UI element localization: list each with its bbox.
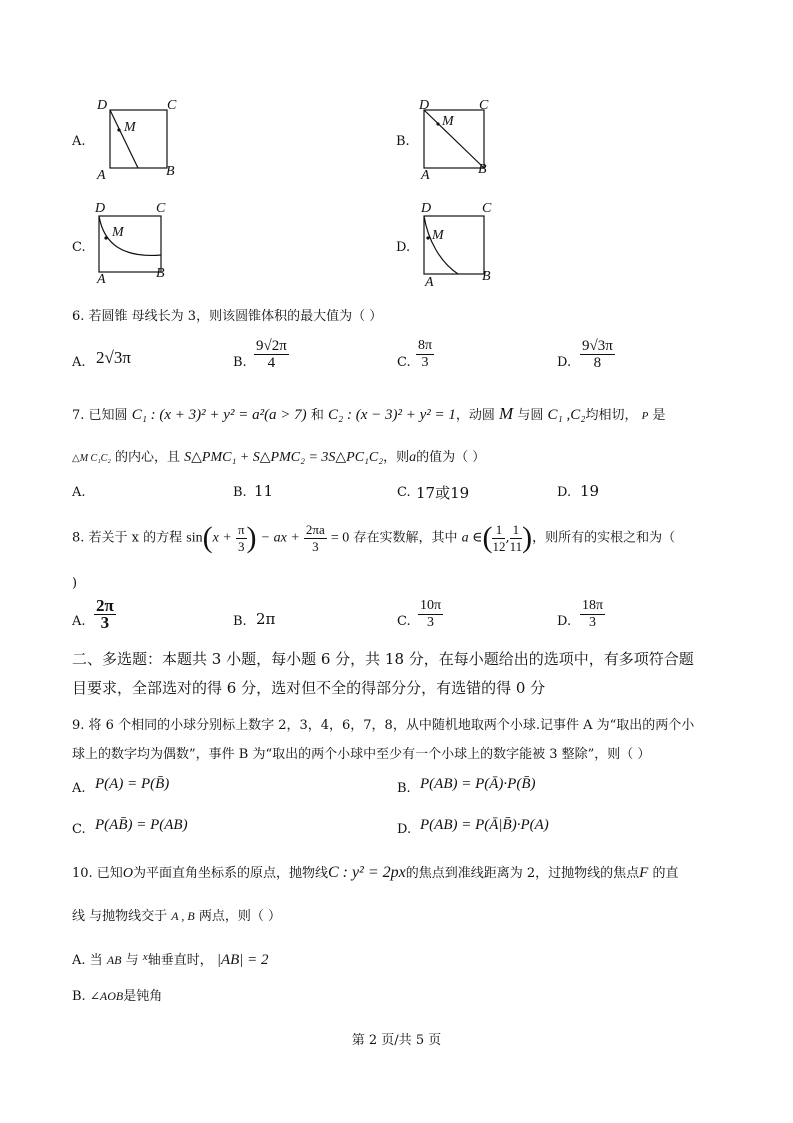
q6-d-denominator: 8 xyxy=(593,355,602,371)
q10-b-text: 是钝角 xyxy=(123,989,163,1004)
q10-a-equation: |AB| = 2 xyxy=(216,952,269,968)
q7-m: M xyxy=(499,404,514,423)
q6-option-d-label: D. xyxy=(557,355,572,370)
q10-parabola: C : y² = 2px xyxy=(327,864,406,881)
q10-text-2: 为平面直角坐标系的原点，抛物线 xyxy=(132,866,328,881)
q9-option-c-label: C. xyxy=(72,822,86,837)
q6-option-b xyxy=(254,338,289,371)
q8-option-d xyxy=(580,598,605,631)
q7-c1c2: C₁ ,C₂ xyxy=(547,407,586,423)
figure-a-square xyxy=(110,110,167,168)
figure-b-label-c: C xyxy=(479,98,489,113)
q9-option-b-label: B. xyxy=(397,781,411,796)
q8-a-denominator: 3 xyxy=(100,613,110,632)
q7-text-7: 的内心，且 xyxy=(114,450,180,465)
q8-x: x + xyxy=(212,530,232,546)
figure-a-path xyxy=(110,110,138,168)
q8-c-denominator: 3 xyxy=(427,615,435,630)
q6-d-numerator: 9√3π xyxy=(582,338,613,354)
q7-circle-c2: C₂ : (x − 3)² + y² = 1 xyxy=(327,407,456,423)
figure-a xyxy=(94,98,184,184)
q6-option-c-label: C. xyxy=(397,355,411,370)
q10-line2 xyxy=(72,905,281,924)
figure-d-label-c: C xyxy=(482,201,492,216)
figure-a-point-m xyxy=(117,128,120,131)
figure-b-path xyxy=(424,110,484,168)
page-footer: 第 2 页/共 5 页 xyxy=(351,1033,442,1048)
figure-d xyxy=(418,200,508,290)
q8-f2d: 11 xyxy=(509,538,523,554)
q10-option-a-label: A. xyxy=(72,953,86,968)
q8-c-numerator: 10π xyxy=(420,598,442,613)
q8-den2: 3 xyxy=(312,538,319,554)
q8-d-numerator: 18π xyxy=(582,598,604,613)
q7-option-b-label: B. xyxy=(233,485,247,500)
q7-text-8: ，则 xyxy=(383,450,410,465)
q9-line2: 球上的数字均为偶数”，事件 B 为“取出的两个小球中至少有一个小球上的数字能被 3 整除”，则（ ） xyxy=(72,747,651,762)
q10-a-text-3: 轴垂直时， xyxy=(147,953,213,968)
figure-d-label-b: B xyxy=(482,269,491,284)
q7-option-b: 11 xyxy=(254,482,274,500)
q6-c-denominator: 3 xyxy=(421,355,429,370)
q8-a-in: a ∈ xyxy=(461,530,483,546)
q10-f: F xyxy=(639,865,649,881)
q8-f1n: 1 xyxy=(492,522,505,539)
q6-option-c xyxy=(416,338,434,371)
q8-line1: 8. 若关于 x 的方程 sin(x + $\frac{\pi}{3}$ ) − ax + $\frac{2\pi a}{3}$ = 0 存在实数解，其中 a ∈( $\frac{1}{12}$ , $\frac{1}{11}$ )，则所有的实根之和为（ xyxy=(72,521,676,554)
q10-line1 xyxy=(72,862,678,882)
q7-text-3: ，动圆 xyxy=(455,408,495,423)
figure-d-label-d: D xyxy=(421,201,432,216)
q7-option-d-label: D. xyxy=(557,485,572,500)
figure-d-path xyxy=(424,216,458,274)
q8-sin: sin xyxy=(186,530,203,546)
q10-text-4: 的直 xyxy=(652,866,679,881)
figure-c-option-label: C. xyxy=(72,240,86,255)
figure-c-label-d: D xyxy=(95,201,106,216)
q7-option-c-label: C. xyxy=(397,485,411,500)
q7-circle-c1: C₁ : (x + 3)² + y² = a²(a > 7) xyxy=(131,407,307,423)
q9-option-b: P(AB) = P(Ā)·P(B̄) xyxy=(420,776,536,792)
q8-option-c xyxy=(418,598,443,631)
q10-ab: A , B xyxy=(171,909,195,923)
q10-text-3: 的焦点到准线距离为 2，过抛物线的焦点 xyxy=(405,866,640,881)
q8-eq0: = 0 xyxy=(330,530,350,546)
figure-a-label-m: M xyxy=(124,120,136,135)
q8-option-a xyxy=(94,598,116,631)
q8-minus: − ax + xyxy=(260,530,300,546)
q8-option-a-label: A. xyxy=(72,614,86,629)
q9-option-c: P(AB̄) = P(AB) xyxy=(95,817,188,833)
figure-a-label-a: A xyxy=(97,168,106,183)
q7-text-5: 均相切， xyxy=(585,408,638,423)
figure-b-point-m xyxy=(436,122,439,125)
q10-text-1: 10. 已知 xyxy=(72,866,123,881)
figure-b-label-a: A xyxy=(421,168,430,183)
q10-b-angle: ∠AOB xyxy=(89,989,124,1003)
figure-b-diagram xyxy=(418,98,508,184)
figure-d-point-m xyxy=(426,236,429,239)
q9-option-a: P(A) = P(B̄) xyxy=(95,776,170,792)
q7-text-4: 与圆 xyxy=(517,408,544,423)
q7-text-6: 是 xyxy=(652,408,666,423)
q6-b-numerator: 9√2π xyxy=(256,338,287,354)
figure-c-path xyxy=(99,216,161,255)
section2-heading-line1: 二、多选题：本题共 3 小题，每小题 6 分，共 18 分，在每小题给出的选项中，有多项符合题 xyxy=(72,650,694,668)
q10-a-ab: AB xyxy=(106,953,122,967)
q8-num2: 2πa xyxy=(305,521,325,537)
figure-a-label-c: C xyxy=(167,98,177,113)
q7-text-1: 7. 已知圆 xyxy=(72,408,128,423)
figure-c-label-m: M xyxy=(112,225,124,240)
q9-option-a-label: A. xyxy=(72,781,86,796)
q6-option-a-label: A. xyxy=(72,355,86,370)
q8-three: 3 xyxy=(237,538,245,554)
q10-a-text-1: 当 xyxy=(89,953,103,968)
figure-c-label-b: B xyxy=(156,266,165,281)
q8-text-3: ，则所有的实根之和为（ xyxy=(532,530,676,546)
figure-c-label-c: C xyxy=(156,201,166,216)
figure-b-label-d: D xyxy=(419,98,430,113)
q7-p: P xyxy=(641,410,649,422)
figure-d-label-m: M xyxy=(432,228,444,243)
q7-line2 xyxy=(72,446,485,466)
q6-c-numerator: 8π xyxy=(418,338,433,353)
q6-b-denominator: 4 xyxy=(267,355,276,371)
q8-f2n: 1 xyxy=(510,522,523,539)
q7-line1 xyxy=(72,404,666,424)
q7-option-a-label: A. xyxy=(72,485,86,500)
q8-text-1: 8. 若关于 x 的方程 xyxy=(72,530,183,546)
q6-option-a: 2√3π xyxy=(96,348,131,367)
q10-o: O xyxy=(122,866,133,881)
q8-close-paren: ) xyxy=(72,576,78,591)
figure-b-label-b: B xyxy=(478,162,487,177)
figure-c-point-m xyxy=(104,236,107,239)
q8-option-b-label: B. xyxy=(233,614,247,629)
q7-a: a xyxy=(409,450,417,465)
q6-option-d xyxy=(580,338,615,371)
q10-text-5: 线 与抛物线交于 xyxy=(72,909,168,924)
figure-b-label-m: M xyxy=(442,114,454,129)
figure-d-label-a: A xyxy=(425,275,434,290)
q10-option-b xyxy=(72,985,162,1004)
q8-d-denominator: 3 xyxy=(589,615,597,630)
q8-pi: π xyxy=(237,521,245,537)
figure-d-option-label: D. xyxy=(396,240,411,255)
q7-option-d: 19 xyxy=(580,482,600,500)
q8-option-d-label: D. xyxy=(557,614,572,629)
figure-c xyxy=(94,200,184,290)
q10-a-text-2: 与 xyxy=(125,953,139,968)
figure-a-option-label: A. xyxy=(72,134,86,149)
figure-a-label-d: D xyxy=(97,98,108,113)
q7-triangle: △M C₁C₂ xyxy=(72,453,111,464)
q8-option-c-label: C. xyxy=(397,614,411,629)
q8-f1d: 12 xyxy=(492,538,506,554)
q8-option-b: 2π xyxy=(256,610,276,628)
q8-a-numerator: 2π xyxy=(96,596,114,615)
section2-heading-line2: 目要求，全部选对的得 6 分，选对但不全的得部分分，有选错的得 0 分 xyxy=(72,679,546,697)
q10-a-x: x xyxy=(142,951,148,963)
q9-line1: 9. 将 6 个相同的小球分别标上数字 2，3，4，6，7，8，从中随机地取两个小球.记事件 A 为“取出的两个小 xyxy=(72,718,695,733)
q10-option-a xyxy=(72,949,269,969)
figure-c-label-a: A xyxy=(97,272,106,287)
q7-text-2: 和 xyxy=(310,408,324,423)
q7-area-equation: S△PMC₁ + S△PMC₂ = 3S△PC₁C₂ xyxy=(184,450,384,465)
figure-c-square xyxy=(99,216,161,272)
q9-option-d: P(AB) = P(Ā|B̄)·P(A) xyxy=(420,817,549,833)
q7-text-9: 的值为（ ） xyxy=(416,450,486,465)
figure-c-diagram xyxy=(94,200,184,290)
figure-b-option-label: B. xyxy=(396,134,410,149)
q6-option-b-label: B. xyxy=(233,355,247,370)
figure-b xyxy=(418,98,508,184)
q10-text-6: 两点，则（ ） xyxy=(198,909,282,924)
q7-option-c: 17或19 xyxy=(416,484,470,502)
q9-option-d-label: D. xyxy=(397,822,412,837)
q6-stem: 6. 若圆锥 母线长为 3，则该圆锥体积的最大值为（ ） xyxy=(72,309,383,324)
q8-text-2: 存在实数解，其中 xyxy=(353,530,458,546)
figure-a-label-b: B xyxy=(166,164,175,179)
q10-option-b-label: B. xyxy=(72,989,86,1004)
